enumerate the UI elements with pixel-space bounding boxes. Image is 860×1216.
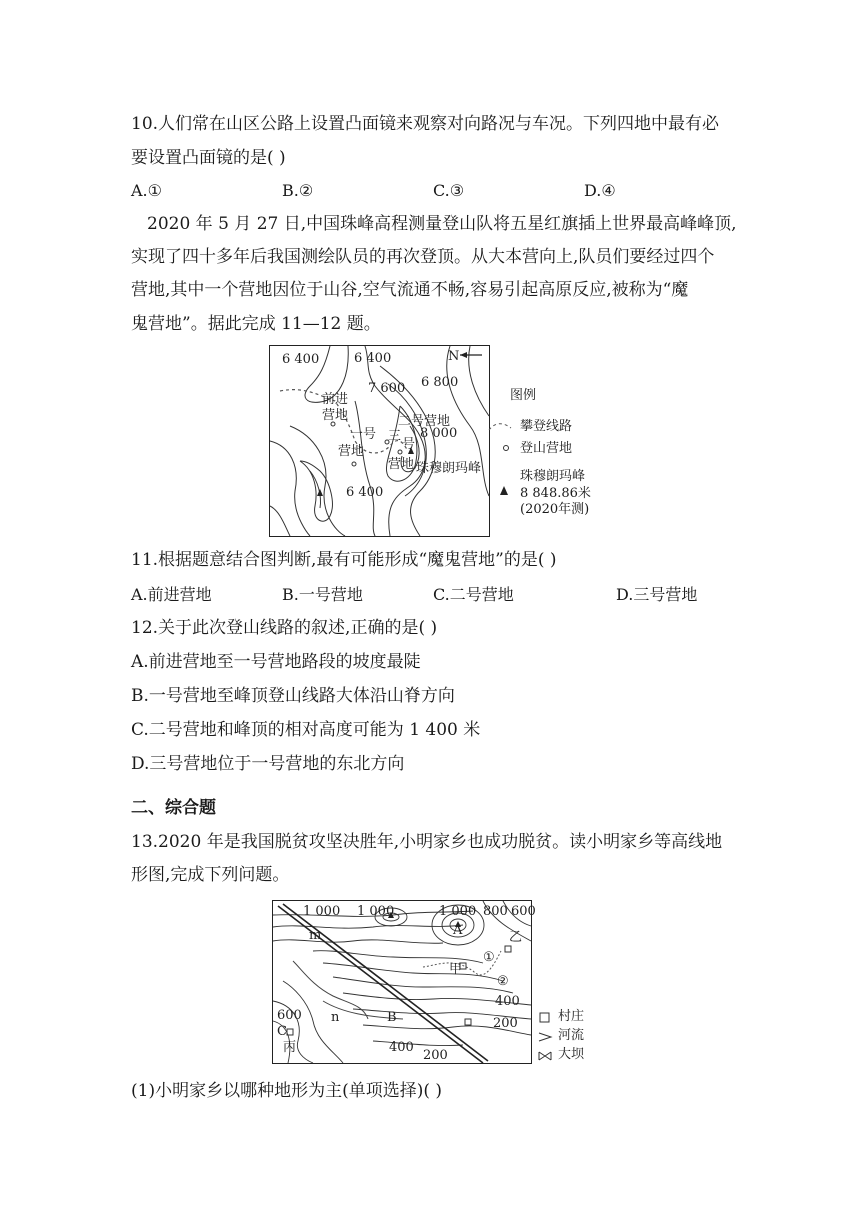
map1-legend-year: (2020年测)	[520, 502, 590, 517]
map2-label-12: 400	[495, 994, 520, 1009]
river-legend-icon	[537, 1030, 553, 1044]
q10-option-c: C.③	[433, 181, 465, 200]
passage-line2: 实现了四十多年后我国测绘队员的再次登顶。从大本营向上,队员们要经过四个	[131, 247, 715, 267]
map2-legend-dam: 大坝	[558, 1047, 585, 1062]
map1-contour-label-4: 7 600	[368, 381, 406, 396]
map2-label-1: 1 000	[303, 904, 341, 919]
q11-option-c: C.二号营地	[433, 585, 514, 604]
map1-legend-height: 8 848.86米	[520, 486, 591, 501]
camp-three-label-1: 三	[388, 429, 402, 444]
map2-label-7: m	[309, 928, 322, 943]
map2-label-17: B	[387, 1010, 397, 1025]
camp-three-label-2: 号	[402, 437, 416, 452]
map2-label-14: C	[277, 1024, 287, 1039]
map1-contour-label-6: 6 400	[346, 485, 384, 500]
everest-contour-svg	[270, 346, 489, 536]
q10-stem-line2: 要设置凸面镜的是( )	[131, 148, 286, 168]
north-arrow-label: N	[448, 349, 460, 364]
map1-contour-label-3: 6 800	[421, 375, 459, 390]
map1-legend-peak: 珠穆朗玛峰	[520, 469, 586, 484]
passage-line1: 2020 年 5 月 27 日,中国珠峰高程测量登山队将五星红旗插上世界最高峰峰顶,	[147, 214, 737, 234]
q10-stem-line1: 10.人们常在山区公路上设置凸面镜来观察对向路况与车况。下列四地中最有必	[131, 114, 720, 134]
everest-peak-label: 珠穆朗玛峰	[416, 461, 482, 476]
q10-option-b: B.②	[282, 181, 314, 200]
camp-forward-label-2: 营地	[322, 408, 349, 423]
q12-option-d: D.三号营地位于一号营地的东北方向	[131, 754, 405, 774]
section-title: 二、综合题	[131, 798, 216, 818]
camp-one-label-1: 一号	[350, 427, 377, 442]
map2-label-16: n	[331, 1010, 340, 1025]
q11-option-d: D.三号营地	[616, 585, 698, 604]
q12-option-b: B.一号营地至峰顶登山线路大体沿山脊方向	[131, 686, 455, 706]
q13-sub1: (1)小明家乡以哪种地形为主(单项选择)( )	[131, 1081, 443, 1101]
map2-label-3: 1 000	[439, 904, 477, 919]
map1-legend-title: 图例	[510, 388, 537, 403]
q11-stem: 11.根据题意结合图判断,最有可能形成“魔鬼营地”的是( )	[131, 550, 557, 570]
map2-label-20: 200	[423, 1048, 448, 1063]
map2-label-19: 400	[389, 1040, 414, 1055]
map1-contour-label-5: 8 000	[420, 426, 458, 441]
q13-stem-line1: 13.2020 年是我国脱贫攻坚决胜年,小明家乡也成功脱贫。读小明家乡等高线地	[131, 832, 723, 852]
map2-label-5: 600	[511, 904, 536, 919]
map2-label-11: ②	[497, 974, 509, 989]
map2-label-4: 800	[483, 904, 508, 919]
q10-option-d: D.④	[584, 181, 616, 200]
camp-legend-icon	[500, 442, 512, 454]
map2-label-13: 600	[277, 1008, 302, 1023]
q13-stem-line2: 形图,完成下列问题。	[131, 865, 290, 885]
map2-label-9: 乙	[509, 930, 523, 945]
q11-option-a: A.前进营地	[131, 585, 212, 604]
everest-contour-map	[269, 345, 490, 537]
passage-line3: 营地,其中一个营地因位于山谷,空气流通不畅,容易引起高原反应,被称为“魔	[131, 280, 689, 300]
map1-legend-route: 攀登线路	[520, 419, 573, 434]
map2-label-18: 200	[493, 1016, 518, 1031]
hometown-contour-map	[272, 900, 536, 1064]
camp-forward-label-1: 前进	[322, 392, 349, 407]
dam-legend-icon	[537, 1049, 553, 1063]
passage-line4: 鬼营地”。据此完成 11—12 题。	[131, 314, 381, 334]
map1-contour-label-2: 6 400	[354, 351, 392, 366]
map1-contour-label-1: 6 400	[282, 352, 320, 367]
q11-option-b: B.一号营地	[282, 585, 363, 604]
camp-two-label: 二号营地	[398, 414, 451, 429]
map2-legend-village: 村庄	[558, 1009, 585, 1024]
route-legend-icon	[487, 420, 517, 434]
map2-label-2: 1 000	[357, 904, 395, 919]
map2-label-15: 丙	[283, 1040, 297, 1055]
map2-label-8: 甲	[449, 962, 463, 977]
q10-option-a: A.①	[131, 181, 162, 200]
hometown-contour-svg	[273, 901, 536, 1063]
map1-legend-camp: 登山营地	[520, 441, 573, 456]
map2-label-10: ①	[483, 950, 495, 965]
map2-legend-river: 河流	[558, 1028, 585, 1043]
camp-three-label-3: 营地	[388, 457, 415, 472]
q12-option-c: C.二号营地和峰顶的相对高度可能为 1 400 米	[131, 720, 481, 740]
camp-one-label-2: 营地	[338, 444, 365, 459]
village-legend-icon	[538, 1011, 552, 1025]
peak-legend-icon	[498, 485, 510, 497]
map2-label-6: A	[453, 923, 463, 938]
q12-stem: 12.关于此次登山线路的叙述,正确的是( )	[131, 618, 438, 638]
q12-option-a: A.前进营地至一号营地路段的坡度最陡	[131, 652, 421, 672]
